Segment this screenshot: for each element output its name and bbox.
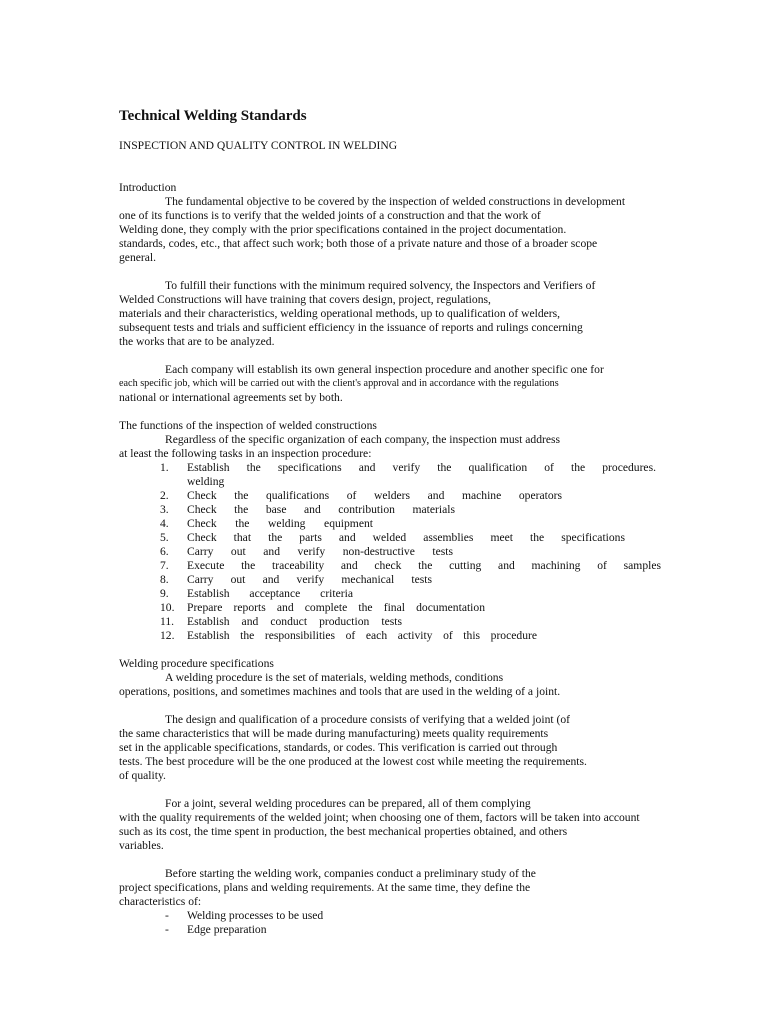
- task-item-text: Carry out and verify mechanical tests: [187, 573, 432, 586]
- task-number: 7.: [160, 559, 169, 572]
- task-number: 6.: [160, 545, 169, 558]
- section-heading-functions: The functions of the inspection of welded constructions: [119, 419, 377, 432]
- task-item-text: Check the qualifications of welders and machine operators: [187, 489, 562, 502]
- document-title: Technical Welding Standards: [119, 108, 307, 124]
- paragraph-line: general.: [119, 251, 157, 264]
- document-subtitle: INSPECTION AND QUALITY CONTROL IN WELDING: [119, 139, 398, 152]
- task-number: 10.: [160, 601, 175, 614]
- section-heading-introduction: Introduction: [119, 181, 177, 194]
- paragraph-line: one of its functions is to verify that the welded joints of a construction and that the work of: [119, 209, 541, 222]
- task-item-text: Check that the parts and welded assemblies meet the specifications: [187, 531, 625, 544]
- paragraph-line: Welding done, they comply with the prior specifications contained in the project documentation.: [119, 223, 567, 236]
- paragraph-line: set in the applicable specifications, standards, or codes. This verification is carried out through: [119, 741, 558, 754]
- paragraph-line: the same characteristics that will be made during manufacturing) meets quality requirements: [119, 727, 549, 740]
- task-item-text: Establish and conduct production tests: [187, 615, 402, 628]
- task-item-text: Check the welding equipment: [187, 517, 373, 530]
- paragraph-line: variables.: [119, 839, 164, 852]
- task-item-text: Establish the responsibilities of each activity of this procedure: [187, 629, 537, 642]
- paragraph-line: the works that are to be analyzed.: [119, 335, 275, 348]
- paragraph-line: Before starting the welding work, companies conduct a preliminary study of the: [165, 867, 536, 880]
- paragraph-line: of quality.: [119, 769, 166, 782]
- paragraph-line: Regardless of the specific organization of each company, the inspection must address: [165, 433, 561, 446]
- paragraph-line: such as its cost, the time spent in production, the best mechanical properties obtained, and others: [119, 825, 568, 838]
- paragraph-line: To fulfill their functions with the minimum required solvency, the Inspectors and Verifiers of: [165, 279, 596, 292]
- task-item-continuation: welding: [187, 475, 225, 488]
- paragraph-line: each specific job, which will be carried out with the client's approval and in accordance with the regulations: [119, 378, 559, 389]
- task-number: 2.: [160, 489, 169, 502]
- task-item-text: Execute the traceability and check the cutting and machining of samples: [187, 559, 661, 572]
- paragraph-line: A welding procedure is the set of materials, welding methods, conditions: [165, 671, 504, 684]
- paragraph-line: subsequent tests and trials and sufficient efficiency in the issuance of reports and rulings concerning: [119, 321, 583, 334]
- paragraph-line: Welded Constructions will have training that covers design, project, regulations,: [119, 293, 491, 306]
- paragraph-line: standards, codes, etc., that affect such work; both those of a private nature and those of a broader scope: [119, 237, 598, 250]
- section-heading-wps: Welding procedure specifications: [119, 657, 274, 670]
- paragraph-line: at least the following tasks in an inspection procedure:: [119, 447, 372, 460]
- task-number: 3.: [160, 503, 169, 516]
- task-item-text: Carry out and verify non-destructive tests: [187, 545, 453, 558]
- paragraph-line: with the quality requirements of the welded joint; when choosing one of them, factors will be taken into account: [119, 811, 640, 824]
- paragraph-line: tests. The best procedure will be the one produced at the lowest cost while meeting the requirements.: [119, 755, 587, 768]
- paragraph-line: national or international agreements set by both.: [119, 391, 343, 404]
- task-item-text: Establish acceptance criteria: [187, 587, 353, 600]
- paragraph-line: Each company will establish its own general inspection procedure and another specific one for: [165, 363, 604, 376]
- paragraph-line: characteristics of:: [119, 895, 202, 908]
- task-number: 5.: [160, 531, 169, 544]
- task-number: 8.: [160, 573, 169, 586]
- paragraph-line: The design and qualification of a procedure consists of verifying that a welded joint (of: [165, 713, 571, 726]
- paragraph-line: materials and their characteristics, welding operational methods, up to qualification of welders,: [119, 307, 561, 320]
- task-number: 12.: [160, 629, 175, 642]
- bullet-item-text: Edge preparation: [187, 923, 267, 936]
- paragraph-line: project specifications, plans and welding requirements. At the same time, they define the: [119, 881, 531, 894]
- paragraph-line: operations, positions, and sometimes machines and tools that are used in the welding of a joint.: [119, 685, 561, 698]
- task-item-text: Establish the specifications and verify the qualification of the procedures.: [187, 461, 656, 474]
- task-number: 4.: [160, 517, 169, 530]
- paragraph-line: For a joint, several welding procedures can be prepared, all of them complying: [165, 797, 531, 810]
- task-number: 11.: [160, 615, 175, 628]
- bullet-dash: -: [165, 923, 169, 936]
- task-number: 1.: [160, 461, 169, 474]
- bullet-dash: -: [165, 909, 169, 922]
- bullet-item-text: Welding processes to be used: [187, 909, 324, 922]
- paragraph-line: The fundamental objective to be covered by the inspection of welded constructions in development: [165, 195, 626, 208]
- task-number: 9.: [160, 587, 169, 600]
- task-item-text: Prepare reports and complete the final documentation: [187, 601, 485, 614]
- task-item-text: Check the base and contribution materials: [187, 503, 455, 516]
